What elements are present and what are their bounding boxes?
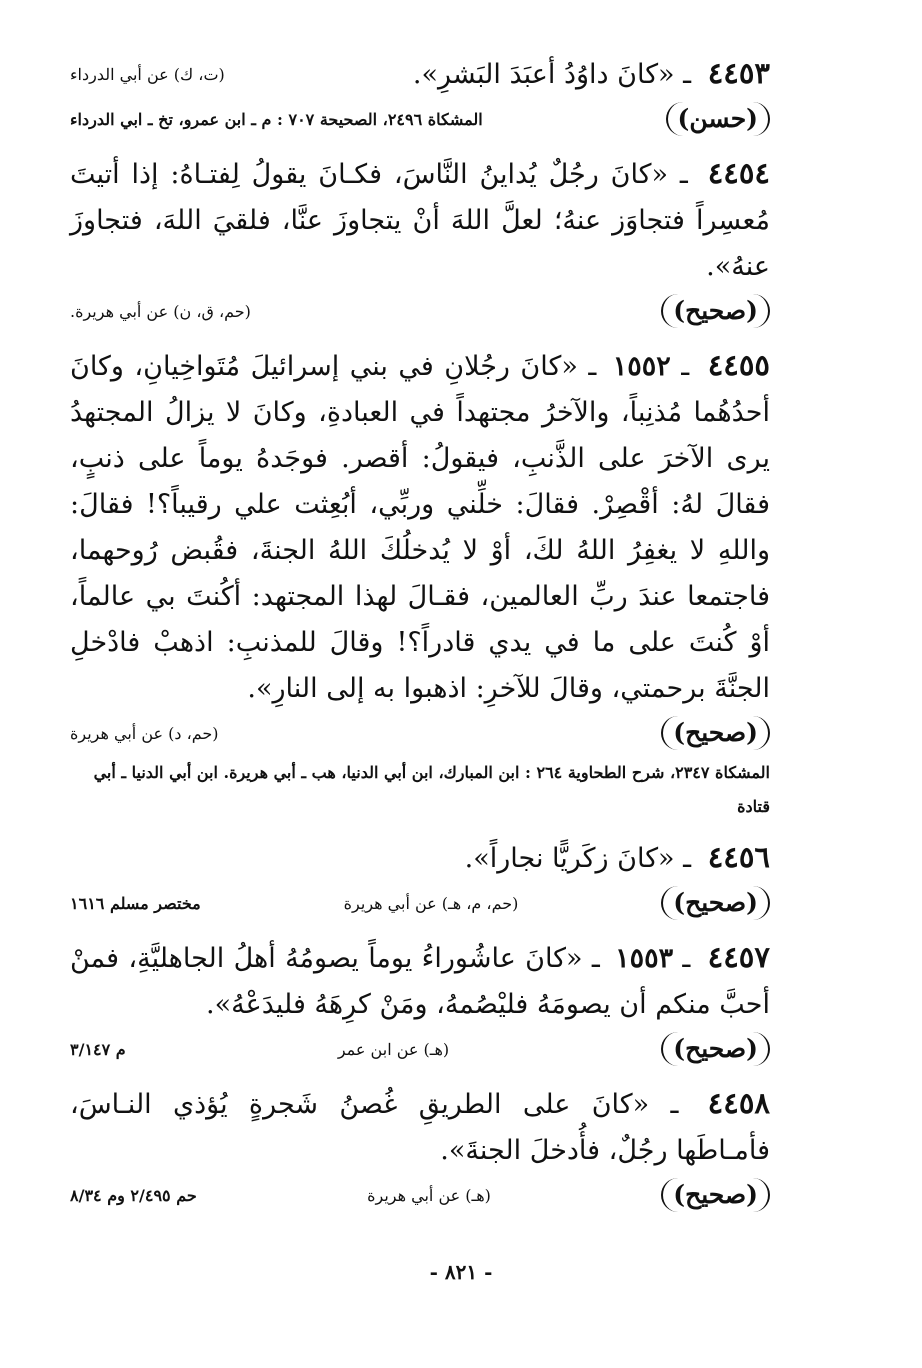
- hadith-source: (هـ) عن ابن عمر: [337, 1039, 450, 1059]
- dash: ـ: [682, 943, 691, 974]
- hadith-number: ٤٤٥٣: [707, 56, 770, 90]
- grade-badge: (صحيح): [661, 716, 770, 750]
- hadith-source: (هـ) عن أبي هريرة: [367, 1185, 491, 1205]
- grade-row: [70, 712, 770, 754]
- hadith-number: ٤٤٥٦: [707, 840, 770, 874]
- hadith-source: (حم، ق، ن) عن أبي هريرة.: [70, 301, 251, 321]
- grade-row: [70, 1174, 770, 1216]
- hadith-entry-4454: [70, 150, 770, 332]
- grade-badge: (صحيح): [661, 1178, 770, 1212]
- hadith-text: [70, 342, 770, 712]
- grade-row: [70, 1028, 770, 1070]
- dash: ـ: [670, 1089, 679, 1120]
- hadith-text: [70, 1080, 770, 1174]
- hadith-entry-4458: [70, 1080, 770, 1216]
- hadith-source: (حم، د) عن أبي هريرة: [70, 723, 219, 743]
- grade-badge: (صحيح): [661, 1032, 770, 1066]
- hadith-text: [70, 934, 770, 1028]
- hadith-body: «كانَ داوُدُ أعبَدَ البَشرِ».: [412, 59, 675, 90]
- hadith-source: (ت، ك) عن أبي الدرداء: [70, 64, 225, 84]
- side-reference: م ٣/١٤٧: [70, 1039, 126, 1059]
- grade-badge: (صحيح): [661, 294, 770, 328]
- hadith-entry-4456: [70, 834, 770, 924]
- secondary-number: ١٥٥٢: [612, 351, 671, 382]
- hadith-source: (حم، م، هـ) عن أبي هريرة: [343, 893, 519, 913]
- page-content: [70, 50, 770, 1226]
- hadith-number: ٤٤٥٥: [707, 348, 771, 382]
- hadith-text: [70, 150, 770, 290]
- hadith-header-row: [70, 50, 770, 98]
- page-number: - ٨٢١ -: [429, 1260, 493, 1284]
- reference-text: المشكاة ٢٣٤٧، شرح الطحاوية ٢٦٤ : ابن المبارك، ابن أبي الدنيا، هب ـ أبي هريرة. ابن أبي الدنيا ـ أبي قتادة: [93, 763, 770, 816]
- side-reference: مختصر مسلم ١٦١٦: [70, 893, 201, 913]
- secondary-number: ١٥٥٣: [615, 943, 674, 974]
- hadith-text: [70, 834, 770, 882]
- dash: ـ: [681, 351, 690, 382]
- hadith-body: «كانَ على الطريقِ غُصنُ شَجرةٍ يُؤذي النـاسَ، فأمـاطَها رجُلٌ، فأُدخلَ الجنةَ».: [70, 1089, 770, 1166]
- hadith-number: ٤٤٥٨: [707, 1086, 770, 1120]
- reference-text: المشكاة ٢٤٩٦، الصحيحة ٧٠٧ : م ـ ابن عمرو، تخ ـ ابي الدرداء: [70, 109, 483, 129]
- dash: ـ: [683, 59, 692, 90]
- dash: ـ: [683, 843, 692, 874]
- grade-row: [70, 98, 770, 140]
- hadith-text: [413, 50, 770, 98]
- side-reference: حم ٢/٤٩٥ وم ٨/٣٤: [70, 1185, 197, 1205]
- dash: ـ: [679, 159, 688, 190]
- dash: ـ: [591, 943, 600, 974]
- hadith-entry-4455: [70, 342, 770, 824]
- grade-badge: (حسن): [666, 102, 770, 136]
- dash: ـ: [588, 351, 597, 382]
- grade-badge: (صحيح): [661, 886, 770, 920]
- grade-row: [70, 882, 770, 924]
- hadith-body: «كانَ عاشُوراءُ يوماً يصومُهُ أهلُ الجاهليَّةِ، فمنْ أحبَّ منكم أن يصومَهُ فليْصُمهُ، ومَنْ كرِهَهُ فليدَعْهُ».: [70, 943, 770, 1020]
- hadith-body: «كانَ زكَريًّا نجاراً».: [464, 843, 675, 874]
- grade-row: [70, 290, 770, 332]
- hadith-entry-4457: [70, 934, 770, 1070]
- hadith-body: «كانَ رجُلانِ في بني إسرائيلَ مُتَواخِيانِ، وكانَ أحدُهُما مُذنِباً، والآخرُ مجتهداً في العبادةِ، وكانَ لا يزالُ المجتهدُ يرى الآخرَ على الذَّنبِ، فيقولُ: أقصر. فوجَدهُ يوماً على ذنبٍ، فقالَ لهُ: أقْصِرْ. فقالَ: خلِّني وربِّي، أبُعِثت علي رقيباً؟! فقالَ: واللهِ لا يغفِرُ اللهُ لكَ، أوْ لا يُدخلُكَ اللهُ الجنةَ، فقُبض رُوحهما، فاجتمعا عندَ ربِّ العالمين، فقـالَ لهذا المجتهد: أكُنتَ بي عالماً، أوْ كُنتَ على ما في يدي قادراً؟! وقالَ للمذنبِ: اذهبْ فادْخلِ الجنَّةَ برحمتي، وقالَ للآخرِ: اذهبوا به إلى النارِ».: [70, 351, 770, 704]
- hadith-entry-4453: [70, 50, 770, 140]
- hadith-number: ٤٤٥٤: [707, 156, 770, 190]
- hadith-body: «كانَ رجُلٌ يُداينُ النَّاسَ، فكـانَ يقولُ لِفتـاهُ: إذا أتيتَ مُعسِراً فتجاوَز عنهُ؛ لعلَّ اللهَ أنْ يتجاوزَ عنَّا، فلقيَ اللهَ، فتجاوزَ عنهُ».: [70, 159, 770, 282]
- hadith-number: ٤٤٥٧: [707, 940, 770, 974]
